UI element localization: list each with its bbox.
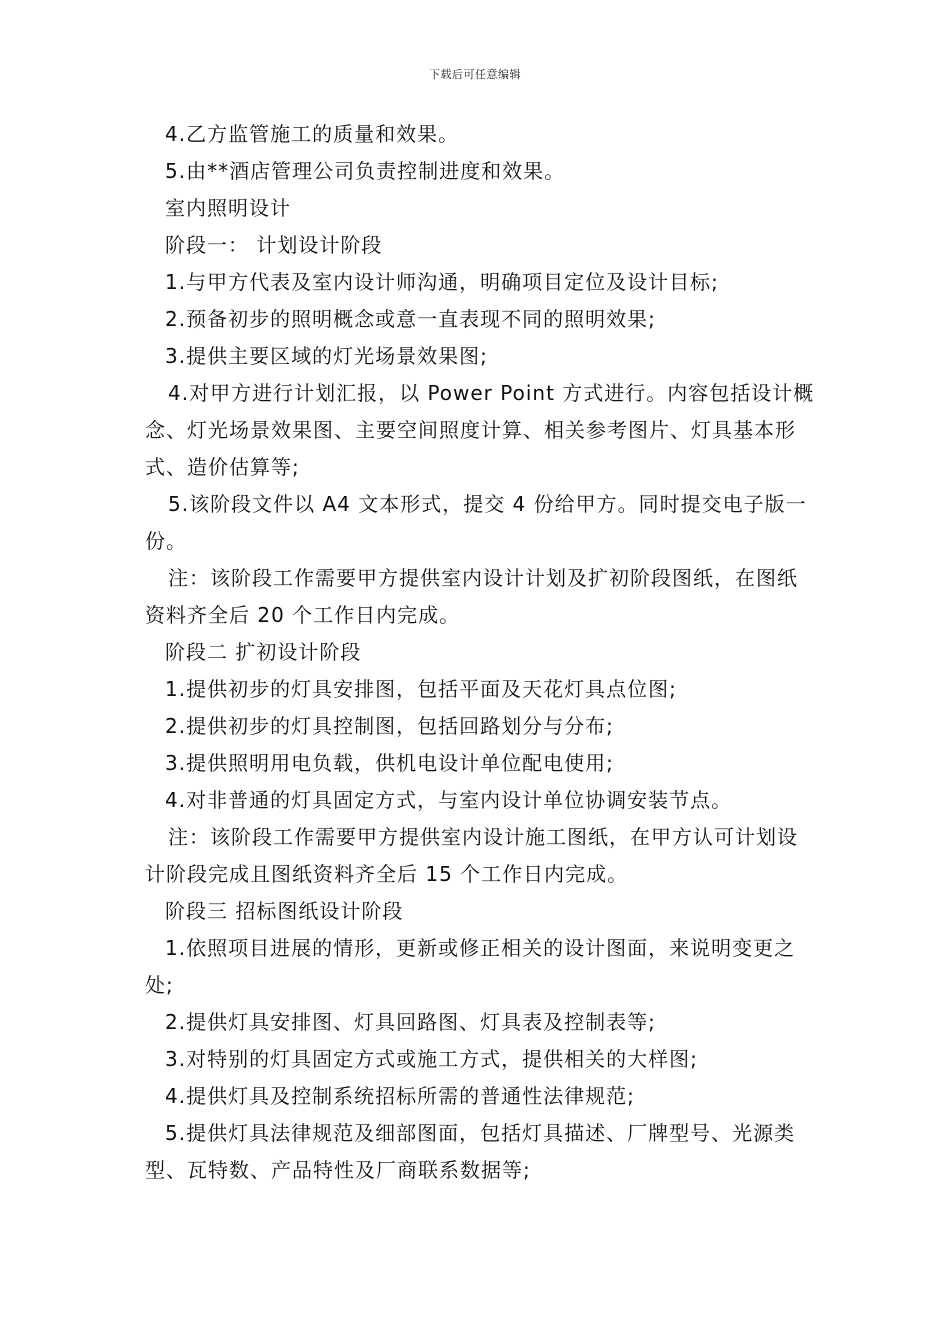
section-heading: 室内照明设计 [165, 196, 291, 220]
stage-heading: 阶段一： 计划设计阶段 [165, 233, 383, 257]
list-item: 1.依照项目进展的情形，更新或修正相关的设计图面，来说明变更之处; [145, 936, 796, 997]
list-item: 5.该阶段文件以 A4 文本形式，提交 4 份给甲方。同时提交电子版一份。 [145, 492, 807, 553]
list-item: 1.提供初步的灯具安排图，包括平面及天花灯具点位图; [165, 677, 677, 701]
page-header: 下载后可任意编辑 [429, 68, 521, 81]
list-item: 4.提供灯具及控制系统招标所需的普通性法律规范; [165, 1084, 635, 1108]
document-body [145, 116, 815, 1189]
paragraph: 5.由**酒店管理公司负责控制进度和效果。 [165, 159, 566, 183]
list-item: 3.提供照明用电负载，供机电设计单位配电使用; [165, 751, 614, 775]
note-paragraph: 注：该阶段工作需要甲方提供室内设计施工图纸，在甲方认可计划设计阶段完成且图纸资料齐全后 15 个工作日内完成。 [145, 825, 798, 886]
list-item: 3.对特别的灯具固定方式或施工方式，提供相关的大样图; [165, 1047, 698, 1071]
list-item: 5.提供灯具法律规范及细部图面，包括灯具描述、厂牌型号、光源类型、瓦特数、产品特性及厂商联系数据等; [145, 1121, 796, 1182]
list-item: 2.提供灯具安排图、灯具回路图、灯具表及控制表等; [165, 1010, 656, 1034]
list-item: 2.提供初步的灯具控制图，包括回路划分与分布; [165, 714, 614, 738]
stage-heading: 阶段三 招标图纸设计阶段 [165, 899, 404, 923]
list-item: 1.与甲方代表及室内设计师沟通，明确项目定位及设计目标; [165, 270, 719, 294]
list-item: 4.对甲方进行计划汇报，以 Power Point 方式进行。内容包括设计概念、灯光场景效果图、主要空间照度计算、相关参考图片、灯具基本形式、造价估算等; [145, 381, 815, 479]
list-item: 3.提供主要区域的灯光场景效果图; [165, 344, 488, 368]
note-paragraph: 注：该阶段工作需要甲方提供室内设计计划及扩初阶段图纸，在图纸资料齐全后 20 个工作日内完成。 [145, 566, 798, 627]
list-item: 2.预备初步的照明概念或意一直表现不同的照明效果; [165, 307, 656, 331]
list-item: 4.对非普通的灯具固定方式，与室内设计单位协调安装节点。 [165, 788, 733, 812]
paragraph: 4.乙方监管施工的质量和效果。 [165, 122, 460, 146]
stage-heading: 阶段二 扩初设计阶段 [165, 640, 362, 664]
